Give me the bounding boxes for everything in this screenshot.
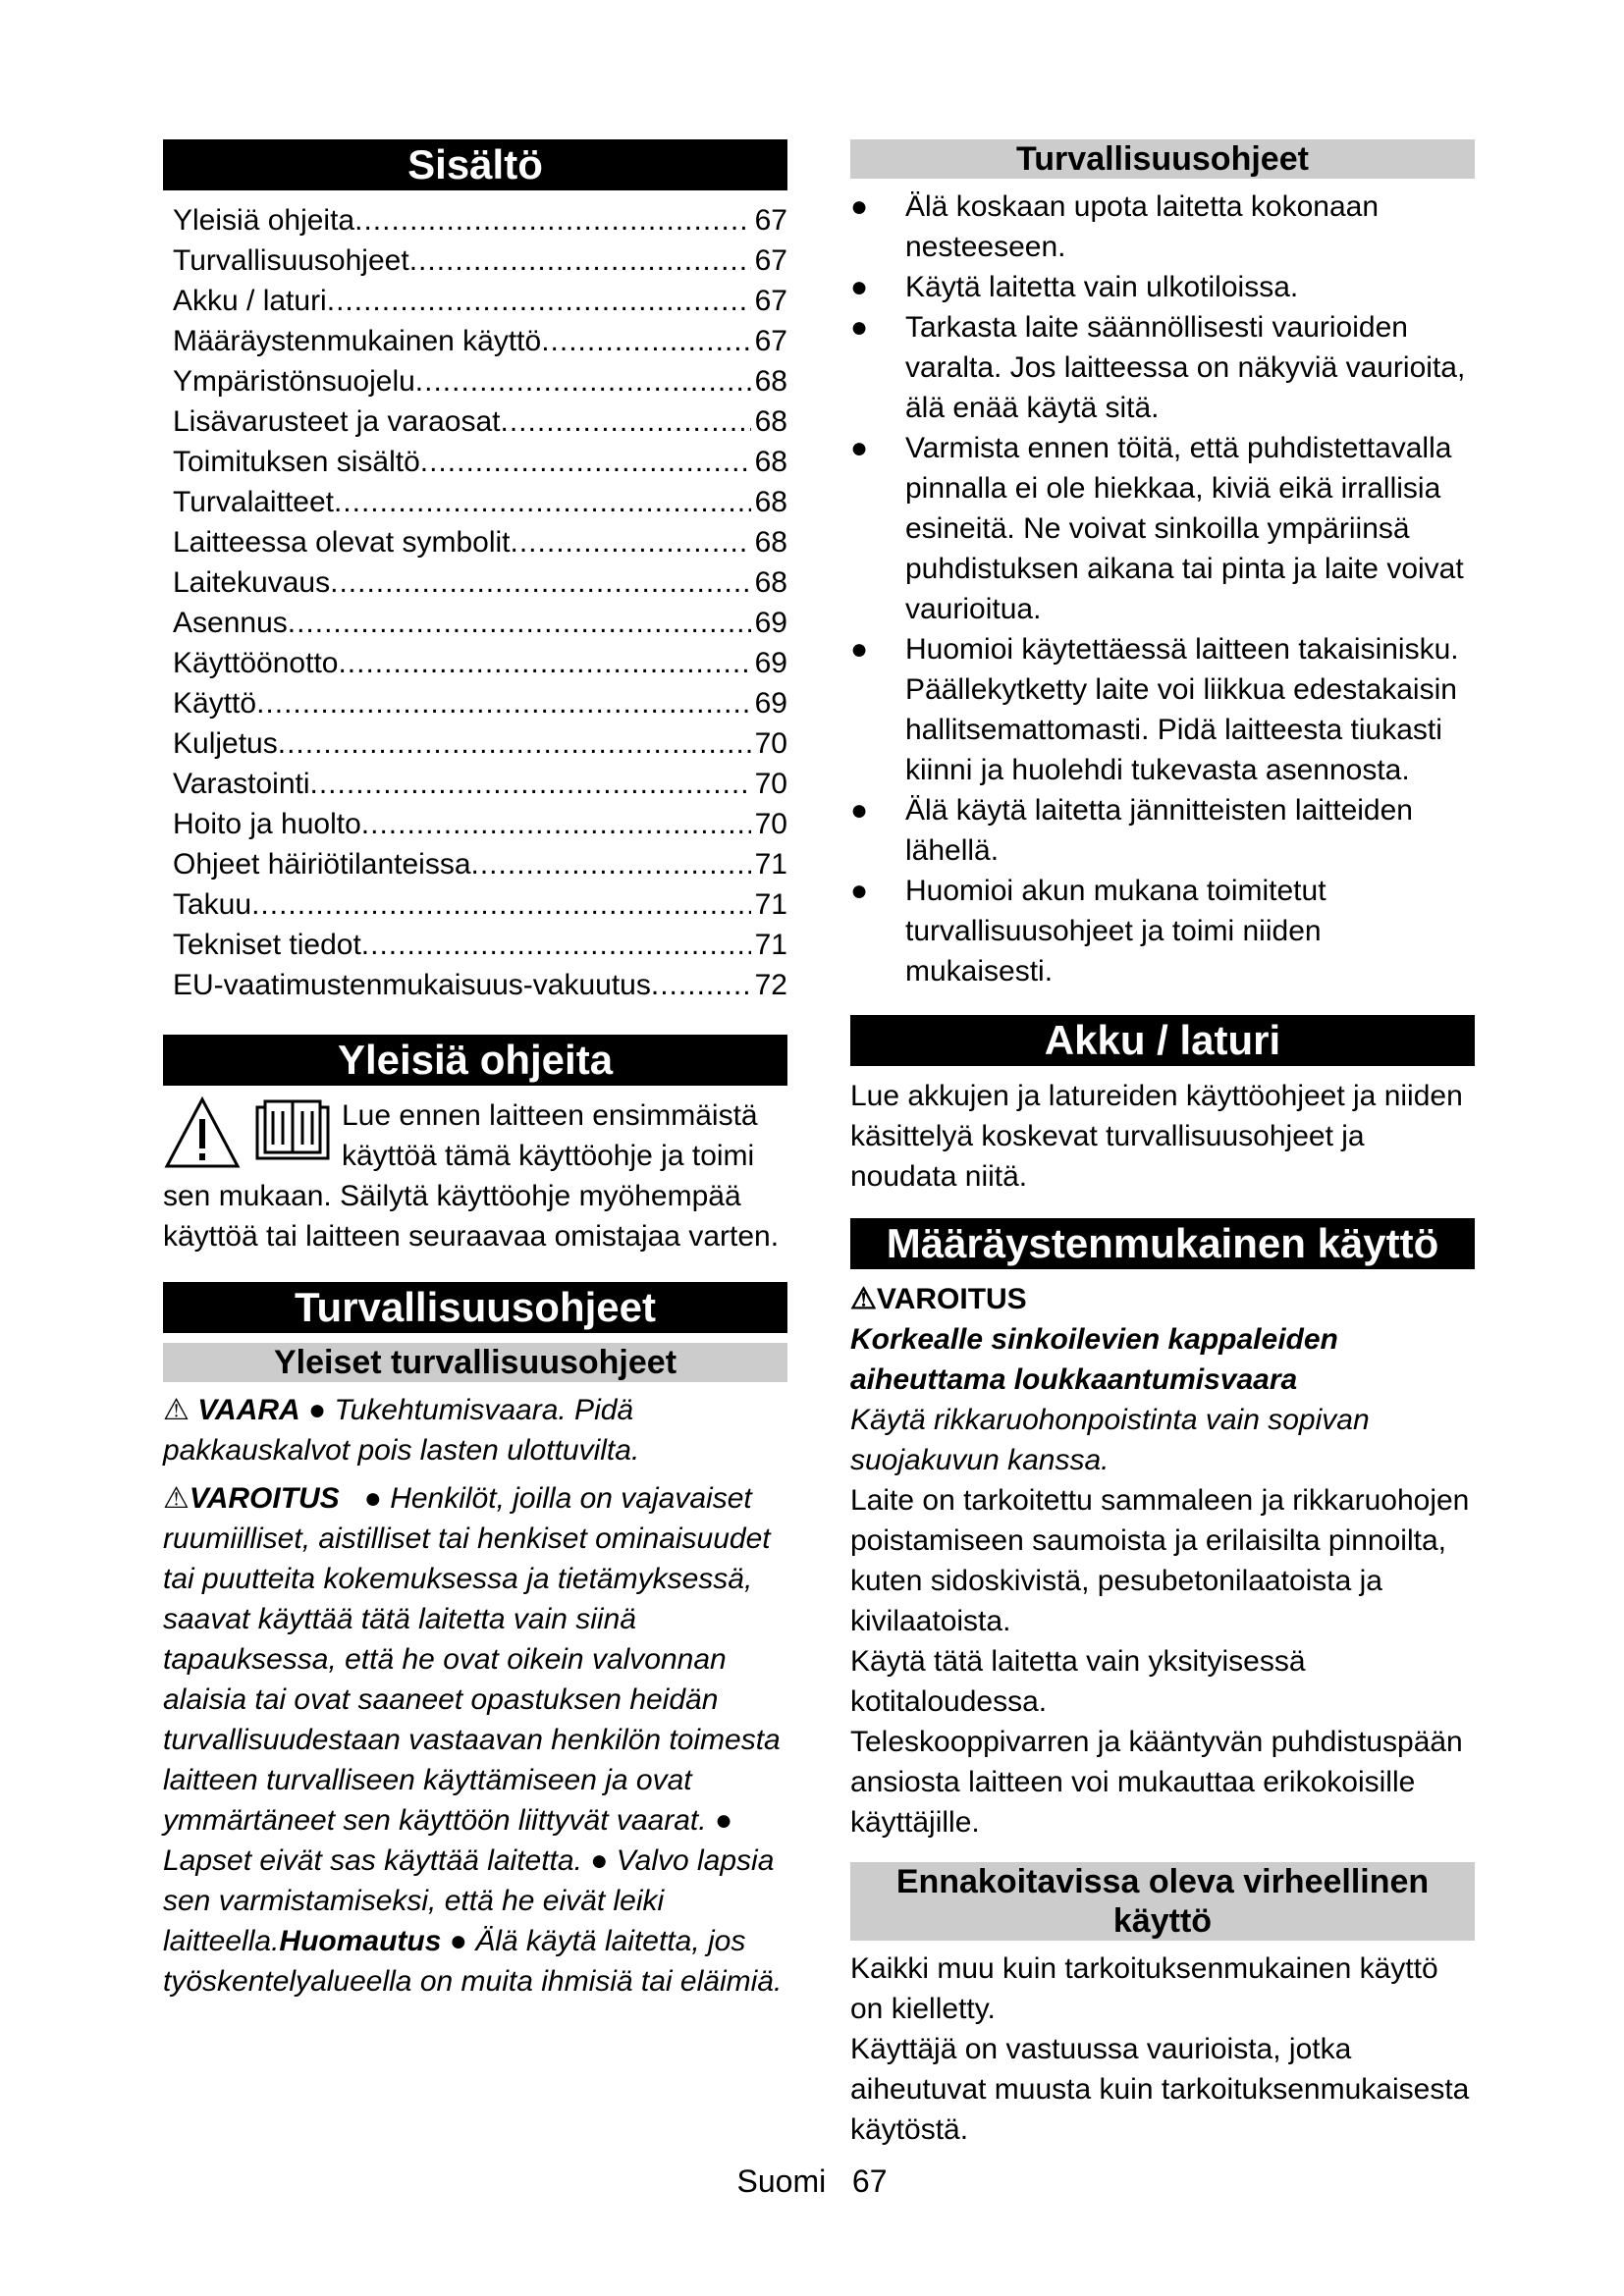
toc-list — [163, 200, 787, 1005]
toc-entry-page: 69 — [754, 607, 787, 639]
misuse-paragraph: Kaikki muu kuin tarkoituksenmukainen käyttö on kielletty. — [850, 1952, 1438, 2025]
general-text: Lue ennen laitteen ensimmäistä käyttöä tämä käyttöohje ja toimi sen mukaan. Säilytä käyttöohje myöhempää käyttöä tai laitteen seuraavaa omistajaa varten. — [163, 1099, 780, 1253]
toc-leader-dots — [354, 200, 751, 240]
toc-entry[interactable] — [163, 925, 787, 965]
footer-language: Suomi — [736, 2163, 827, 2199]
toc-entry-title: Kuljetus — [173, 727, 278, 760]
toc-leader-dots — [541, 321, 750, 361]
toc-entry[interactable] — [163, 200, 787, 240]
warning-triangle-icon: ⚠ — [163, 1482, 189, 1515]
toc-entry-title: Määräystenmukainen käyttö — [173, 325, 542, 357]
bullet-icon: ● — [850, 633, 869, 666]
bullet-icon: ● — [714, 1804, 733, 1837]
toc-entry[interactable] — [163, 240, 787, 281]
list-item: ● Huomioi akun mukana toimitetut turvallisuusohjeet ja toimi niiden mukaisesti. — [850, 871, 1475, 991]
toc-entry-page: 72 — [754, 969, 787, 1001]
warning-triangle-icon: ⚠ — [850, 1283, 877, 1315]
toc-leader-dots — [288, 603, 751, 643]
toc-entry-title: Akku / laturi — [173, 285, 327, 317]
list-item: ● Älä koskaan upota laitetta kokonaan nesteeseen. — [850, 187, 1475, 267]
toc-leader-dots — [327, 281, 751, 321]
safety-general-text — [163, 1390, 787, 1470]
bullet-icon: ● — [850, 875, 869, 907]
toc-entry-title: Turvallisuusohjeet — [173, 244, 409, 277]
bullet-icon: ● — [449, 1925, 467, 1957]
bullet-icon: ● — [348, 1482, 382, 1515]
toc-leader-dots — [251, 884, 751, 925]
toc-entry-title: Takuu — [173, 888, 252, 921]
safety-heading: Turvallisuusohjeet — [163, 1282, 787, 1333]
toc-entry-page: 68 — [754, 365, 787, 398]
toc-leader-dots — [334, 482, 751, 522]
bullet-icon: ● — [850, 432, 869, 464]
toc-entry[interactable] — [163, 321, 787, 361]
toc-entry[interactable] — [163, 482, 787, 522]
intended-use-warning-label: VAROITUS — [876, 1283, 1027, 1315]
toc-entry-title: Ympäristönsuojelu — [173, 365, 415, 398]
list-item: ● Tarkasta laite säännöllisesti vaurioiden varalta. Jos laitteessa on näkyviä vaurioita, älä enää käytä sitä. — [850, 307, 1475, 428]
toc-entry-title: Lisävarusteet ja varaosat — [173, 405, 501, 438]
list-item: ● Huomioi käytettäessä laitteen takaisinisku. Päällekytketty laite voi liikkua edestakaisin hallitsemattomasti. Pidä laitteesta tiukasti kiinni ja huolehdi tukevasta asennosta. — [850, 629, 1475, 790]
note-label: Huomautus — [279, 1925, 442, 1957]
toc-entry-title: EU-vaatimustenmukaisuus-vakuutus — [173, 969, 651, 1001]
safety-warning-text — [163, 1478, 787, 2002]
toc-entry-title: Hoito ja huolto — [173, 808, 361, 840]
toc-entry-page: 68 — [754, 405, 787, 438]
toc-entry[interactable] — [163, 361, 787, 401]
toc-entry-title: Toimituksen sisältö — [173, 446, 420, 478]
toc-entry-page: 67 — [754, 325, 787, 357]
note-text: Älä käytä laitetta, jos työskentelyalueella on muita ihmisiä tai eläimiä. — [163, 1925, 783, 1998]
general-heading: Yleisiä ohjeita — [163, 1035, 787, 1086]
toc-entry[interactable] — [163, 884, 787, 925]
warning-item: Valvo lapsia sen varmistamiseksi, että he eivät leiki laitteella. — [163, 1844, 775, 1957]
toc-entry[interactable] — [163, 442, 787, 482]
list-item: ● Käytä laitetta vain ulkotiloissa. — [850, 267, 1475, 307]
danger-label: VAARA — [197, 1394, 300, 1426]
toc-entry-title: Käyttö — [173, 687, 257, 720]
toc-leader-dots — [651, 965, 751, 1005]
bullet-icon: ● — [850, 271, 869, 303]
toc-leader-dots — [511, 522, 751, 562]
toc-entry-title: Käyttöönotto — [173, 647, 339, 679]
toc-leader-dots — [278, 723, 751, 764]
toc-entry-page: 67 — [754, 285, 787, 317]
toc-entry[interactable] — [163, 844, 787, 884]
bullet-icon: ● — [850, 311, 869, 344]
toc-entry-page: 70 — [754, 727, 787, 760]
toc-entry-title: Yleisiä ohjeita — [173, 204, 355, 237]
bullet-icon: ● — [590, 1844, 609, 1877]
toc-leader-dots — [330, 562, 751, 603]
toc-entry-page: 67 — [754, 204, 787, 237]
toc-entry-title: Ohjeet häiriötilanteissa — [173, 848, 471, 881]
warning-item: Henkilöt, joilla on vajavaiset ruumiilliset, aistilliset tai henkiset ominaisuudet tai puutteita kokemuksessa ja tietämyksessä, saavat käyttää tätä laitetta vain siinä tapauksessa, että he ovat oikein valvonnan alaisia tai ovat saaneet opastuksen heidän turvallisuudestaan vastaavan henkilön toimesta laitteen turvalliseen käyttämiseen ja ovat ymmärtäneet sen käyttöön liittyvät vaarat. — [163, 1482, 781, 1837]
toc-entry[interactable] — [163, 723, 787, 764]
general-icons — [163, 1095, 336, 1174]
toc-entry[interactable] — [163, 764, 787, 804]
toc-entry[interactable] — [163, 562, 787, 603]
toc-entry-page: 68 — [754, 526, 787, 559]
safety-right-list — [850, 187, 1475, 991]
toc-entry[interactable] — [163, 603, 787, 643]
toc-entry-title: Asennus — [173, 607, 288, 639]
safety-right-heading: Turvallisuusohjeet — [850, 139, 1475, 179]
misuse-paragraph: Käyttäjä on vastuussa vaurioista, jotka aiheutuvat muusta kuin tarkoituksenmukaisesta käytöstä. — [850, 2033, 1470, 2146]
toc-entry-title: Laitekuvaus — [173, 566, 331, 599]
toc-entry-page: 71 — [754, 848, 787, 881]
toc-leader-dots — [409, 240, 751, 281]
toc-leader-dots — [361, 804, 751, 844]
toc-entry-page: 71 — [754, 888, 787, 921]
intended-use-warning — [850, 1279, 1475, 1319]
right-column — [850, 139, 1475, 2150]
toc-entry-page: 69 — [754, 687, 787, 720]
toc-entry[interactable] — [163, 643, 787, 683]
toc-entry[interactable] — [163, 804, 787, 844]
manual-book-icon — [253, 1097, 332, 1166]
toc-entry-page: 70 — [754, 768, 787, 800]
toc-entry[interactable] — [163, 522, 787, 562]
battery-text: Lue akkujen ja latureiden käyttöohjeet ja niiden käsittelyä koskevat turvallisuusohjeet ja noudata niitä. — [850, 1080, 1463, 1193]
toc-entry-page: 70 — [754, 808, 787, 840]
toc-entry[interactable] — [163, 683, 787, 723]
safety-subheading: Yleiset turvallisuusohjeet — [163, 1343, 787, 1382]
left-column — [163, 139, 787, 2002]
toc-entry-title: Laitteessa olevat symbolit — [173, 526, 511, 559]
toc-leader-dots — [338, 643, 750, 683]
toc-entry-page: 68 — [754, 446, 787, 478]
toc-entry-page: 68 — [754, 566, 787, 599]
footer-page-number: 67 — [851, 2163, 888, 2199]
bullet-icon: ● — [308, 1394, 327, 1426]
danger-triangle-icon: ⚠ — [163, 1394, 189, 1426]
toc-entry-page: 67 — [754, 244, 787, 277]
danger-text: Tukehtumisvaara. Pidä pakkauskalvot pois lasten ulottuvilta. — [163, 1394, 640, 1467]
toc-heading: Sisältö — [163, 139, 787, 190]
toc-leader-dots — [420, 442, 751, 482]
toc-leader-dots — [310, 764, 751, 804]
general-section — [163, 1095, 787, 1256]
page-footer — [0, 2163, 1624, 2200]
toc-entry-title: Varastointi — [173, 768, 310, 800]
toc-entry-page: 69 — [754, 647, 787, 679]
list-item: ● Älä käytä laitetta jännitteisten laitteiden lähellä. — [850, 790, 1475, 871]
warning-label: VAROITUS — [189, 1482, 340, 1515]
warning-item: Lapset eivät sas käyttää laitetta. — [163, 1844, 582, 1877]
toc-entry[interactable] — [163, 965, 787, 1005]
list-item: ● Varmista ennen töitä, että puhdistettavalla pinnalla ei ole hiekkaa, kiviä eikä irrallisia esineitä. Ne voivat sinkoilla ympäriinsä puhdistuksen aikana tai pinta ja laite voivat vaurioitua. — [850, 428, 1475, 629]
intended-use-paragraph: Laite on tarkoitettu sammaleen ja rikkaruohojen poistamiseen saumoista ja erilaisilta pinnoilta, kuten sidoskivistä, pesubetonilaatoista ja kivilaatoista. — [850, 1484, 1470, 1637]
battery-heading: Akku / laturi — [850, 1015, 1475, 1066]
intended-use-heading: Määräystenmukainen käyttö — [850, 1218, 1475, 1269]
toc-entry-title: Tekniset tiedot — [173, 929, 361, 961]
toc-leader-dots — [415, 361, 751, 401]
intended-use-warning-heading: Korkealle sinkoilevien kappaleiden aiheuttama loukkaantumisvaara — [850, 1323, 1338, 1396]
toc-entry-page: 71 — [754, 929, 787, 961]
intended-use-paragraph: Käytä tätä laitetta vain yksityisessä kotitaloudessa. — [850, 1645, 1306, 1718]
intended-use-warning-text: Käytä rikkaruohonpoistinta vain sopivan suojakuvun kanssa. — [850, 1404, 1370, 1476]
intended-use-paragraph: Teleskooppivarren ja kääntyvän puhdistuspään ansiosta laitteen voi mukauttaa erikokoisille käyttäjille. — [850, 1726, 1463, 1839]
toc-leader-dots — [256, 683, 751, 723]
toc-leader-dots — [471, 844, 751, 884]
toc-leader-dots — [361, 925, 751, 965]
toc-entry[interactable] — [163, 281, 787, 321]
bullet-icon: ● — [850, 190, 869, 223]
toc-leader-dots — [501, 401, 751, 442]
toc-entry-page: 68 — [754, 486, 787, 518]
toc-entry[interactable] — [163, 401, 787, 442]
toc-entry-title: Turvalaitteet — [173, 486, 334, 518]
misuse-heading: Ennakoitavissa oleva virheellinen käyttö — [850, 1862, 1475, 1941]
bullet-icon: ● — [850, 794, 869, 827]
